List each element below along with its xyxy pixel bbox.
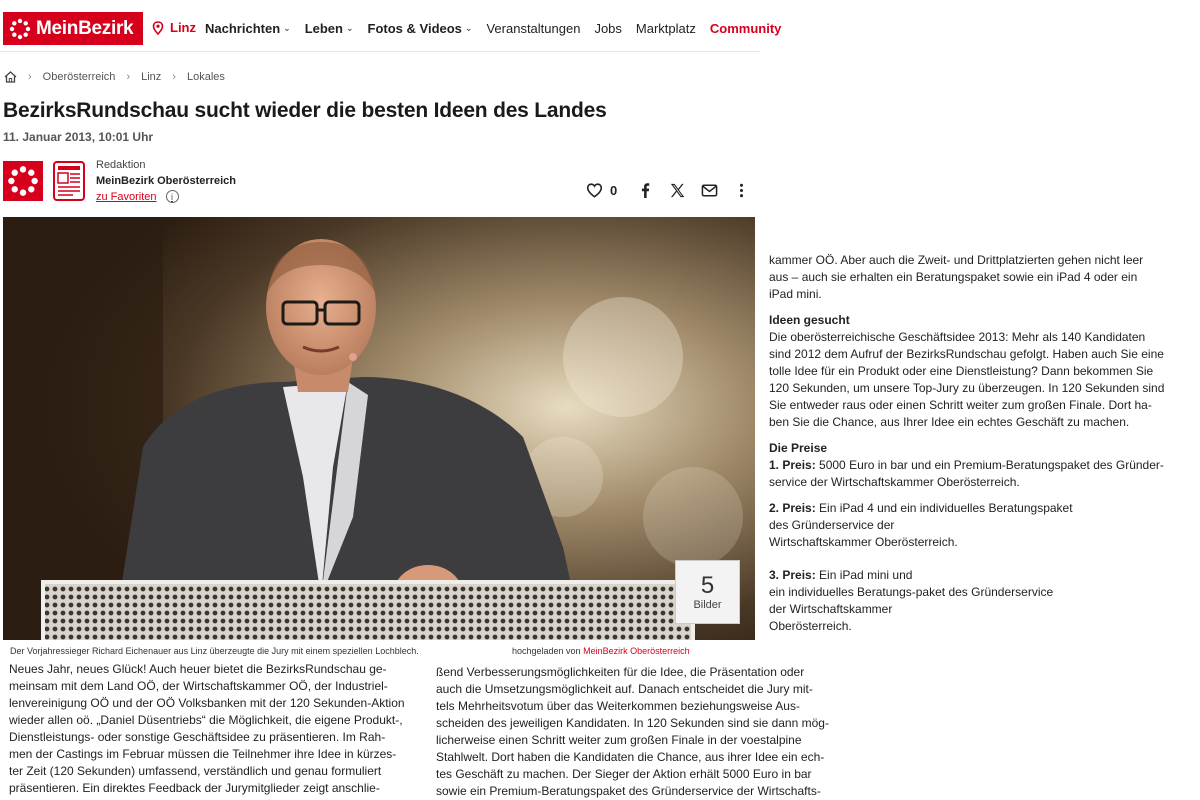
- nav-item-fotos-videos[interactable]: Fotos & Videos ⌄: [367, 21, 473, 36]
- section-heading: Ideen gesucht: [769, 313, 850, 327]
- breadcrumb-separator-icon: ›: [28, 71, 32, 83]
- author-avatar[interactable]: [3, 161, 43, 201]
- prize-line: des Gründerservice der: [769, 518, 895, 532]
- location-label: Linz: [170, 20, 196, 35]
- body-paragraph: [769, 252, 1183, 303]
- image-caption: Der Vorjahressieger Richard Eichenauer aus Linz überzeugte die Jury mit einem speziellen Lochblech.: [10, 646, 419, 656]
- body-text-line: Stahlwelt. Dort haben die Kandidaten die Chance, aus ihrer Idee ein ech-: [436, 750, 825, 764]
- logo-sun-icon: [7, 165, 39, 197]
- x-icon: [669, 182, 686, 199]
- article-body-column-2: [436, 664, 850, 800]
- more-options-button[interactable]: [731, 180, 751, 200]
- body-text-line: iPad mini.: [769, 287, 822, 301]
- body-text-line: scheiden des jeweiligen Kandidaten. In 120 Sekunden sind sie dann mög-: [436, 716, 829, 730]
- body-text-line: tels Mehrheitsvotum über das Weiterkommen beziehungsweise Aus-: [436, 699, 800, 713]
- body-text-line: sowie ein Premium-Beratungspaket des Gründerservice der Wirtschafts-: [436, 784, 821, 798]
- logo-sun-icon: [9, 18, 31, 40]
- image-uploaded-by: [512, 646, 690, 656]
- logo-text: MeinBezirk: [36, 17, 134, 39]
- prize-line: [769, 500, 1183, 517]
- body-text-line: ßend Verbesserungsmöglichkeiten für die Idee, die Präsentation oder: [436, 665, 805, 679]
- nav-item-marktplatz[interactable]: Marktplatz: [635, 21, 696, 36]
- prize-line: der Wirtschaftskammer: [769, 602, 893, 616]
- prize-line: service der Wirtschaftskammer Oberösterreich.: [769, 475, 1020, 489]
- prize-line: [769, 457, 1183, 474]
- body-text-line: Neues Jahr, neues Glück! Auch heuer bietet die BezirksRundschau ge-: [9, 662, 387, 676]
- home-icon[interactable]: [4, 71, 17, 83]
- body-paragraph: [769, 329, 1183, 431]
- share-x-button[interactable]: [667, 180, 687, 200]
- add-to-favorites-link[interactable]: zu Favoriten: [96, 190, 157, 203]
- breadcrumb-separator-icon: ›: [126, 71, 131, 83]
- nav-item-nachrichten[interactable]: Nachrichten ⌄: [205, 21, 291, 36]
- publication-icon: [53, 161, 85, 201]
- share-email-button[interactable]: [699, 180, 719, 200]
- chevron-down-icon: ⌄: [464, 23, 473, 33]
- more-vertical-icon: [733, 182, 750, 199]
- body-text-line: tolle Idee für ein Produkt oder eine Dienstleistung? Dann bekommen Sie: [769, 364, 1154, 378]
- section-heading: Die Preise: [769, 441, 828, 455]
- prize-text: Ein iPad 4 und ein individuelles Beratungspaket: [815, 501, 1073, 515]
- prize-line: [769, 567, 1183, 584]
- nav-item-community[interactable]: Community: [709, 21, 782, 36]
- prize-label: 3. Preis:: [769, 568, 816, 582]
- article-body-column-3: [769, 252, 1183, 644]
- body-text-line: sind 2012 dem Aufruf der BezirksRundschau gefolgt. Haben auch Sie eine: [769, 347, 1164, 361]
- like-count: 0: [610, 182, 618, 198]
- heart-icon: [586, 182, 603, 199]
- prize-line: ein individuelles Beratungs-paket des Gründerservice: [769, 585, 1054, 599]
- body-text-line: ben Sie die Chance, aus Ihrer Idee ein echtes Geschäft zu machen.: [769, 415, 1130, 429]
- prize-label: 2. Preis:: [769, 501, 816, 515]
- breadcrumb: [4, 71, 225, 83]
- gallery-count: 5: [700, 572, 715, 599]
- body-text-line: tes Geschäft zu machen. Der Sieger der Aktion erhält 5000 Euro in bar: [436, 767, 812, 781]
- body-text-line: ter Zeit (120 Sekunden) umfassend, verständlich und genau formuliert: [9, 764, 382, 778]
- article-body-column-1: [9, 661, 421, 797]
- prize-first: [769, 457, 1183, 491]
- body-text-line: 120 Sekunden, um unsere Top-Jury zu überzeugen. In 120 Sekunden sind: [769, 381, 1165, 395]
- main-menu: [205, 21, 781, 36]
- nav-item-veranstaltungen[interactable]: Veranstaltungen: [486, 21, 581, 36]
- author-role: Redaktion: [96, 159, 146, 171]
- body-text-line: lenvereinigung OÖ und der OÖ Volksbanken mit der 120 Sekunden-Aktion: [9, 696, 405, 710]
- body-text-line: men der Castings im Februar müssen die Teilnehmer ihre Idee in kürzes-: [9, 747, 397, 761]
- prize-line: Wirtschaftskammer Oberösterreich.: [769, 535, 958, 549]
- breadcrumb-item[interactable]: Linz: [141, 71, 162, 83]
- mail-icon: [701, 182, 718, 199]
- top-navigation: [0, 0, 782, 52]
- prize-text: 5000 Euro in bar und ein Premium-Beratungspaket des Gründer-: [815, 458, 1164, 472]
- like-button[interactable]: [584, 180, 604, 200]
- body-text-line: Dienstleistungs- oder sonstige Geschäftsidee zu präsentieren. Im Rah-: [9, 730, 386, 744]
- breadcrumb-separator-icon: ›: [172, 71, 176, 83]
- uploader-link[interactable]: MeinBezirk Oberösterreich: [583, 646, 690, 656]
- share-facebook-button[interactable]: [635, 180, 655, 200]
- prize-line: Oberösterreich.: [769, 619, 852, 633]
- location-pin-icon: [152, 21, 164, 35]
- location-selector[interactable]: [152, 20, 196, 35]
- article-title: BezirksRundschau sucht wieder die besten Ideen des Landes: [3, 99, 607, 122]
- body-text-line: aus – auch sie erhalten ein Beratungspaket sowie ein iPad 4 oder ein: [769, 270, 1138, 284]
- article-date: 11. Januar 2013, 10:01 Uhr: [3, 130, 154, 144]
- gallery-label: Bilder: [693, 599, 722, 611]
- body-text-line: wieder allen oö. „Daniel Düsentriebs“ die Möglichkeit, die eigene Produkt-,: [9, 713, 403, 727]
- chevron-down-icon: ⌄: [345, 23, 354, 33]
- nav-item-leben[interactable]: Leben ⌄: [304, 21, 354, 36]
- facebook-icon: [637, 182, 654, 199]
- breadcrumb-item[interactable]: Lokales: [186, 71, 225, 83]
- chevron-down-icon: ⌄: [283, 23, 291, 33]
- author-name[interactable]: MeinBezirk Oberösterreich: [96, 175, 236, 187]
- body-text-line: kammer OÖ. Aber auch die Zweit- und Drittplatzierten gehen nicht leer: [769, 253, 1144, 267]
- presenter-photo: [3, 217, 755, 640]
- info-icon[interactable]: i: [166, 190, 179, 203]
- article-hero-image[interactable]: [3, 217, 755, 640]
- body-text-line: präsentieren. Ein direktes Feedback der Jurymitglieder zeigt anschlie-: [9, 781, 380, 795]
- body-text-line: meinsam mit dem Land OÖ, der Wirtschaftskammer OÖ, der Industriel-: [9, 679, 388, 693]
- prize-label: 1. Preis:: [769, 458, 816, 472]
- body-text-line: auch die Umsetzungsmöglichkeit auf. Danach entscheidet die Jury mit-: [436, 682, 813, 696]
- prize-second: [769, 500, 1183, 551]
- breadcrumb-item[interactable]: Oberösterreich: [42, 71, 116, 83]
- body-text-line: licherweise einen Schritt weiter zum großen Finale in der voestalpine: [436, 733, 802, 747]
- meinbezirk-logo[interactable]: [3, 12, 143, 45]
- article-actions: [584, 180, 763, 200]
- nav-item-jobs[interactable]: Jobs: [594, 21, 622, 36]
- favorite-link-row: [96, 190, 179, 203]
- gallery-button[interactable]: [675, 560, 740, 624]
- prize-text: Ein iPad mini und: [815, 568, 913, 582]
- uploaded-prefix: hochgeladen von: [512, 646, 581, 656]
- prize-third: [769, 567, 1183, 635]
- body-text-line: Sie entweder raus oder einen Schritt weiter zum großen Finale. Dort ha-: [769, 398, 1152, 412]
- body-text-line: Die oberösterreichische Geschäftsidee 2013: Mehr als 140 Kandidaten: [769, 330, 1146, 344]
